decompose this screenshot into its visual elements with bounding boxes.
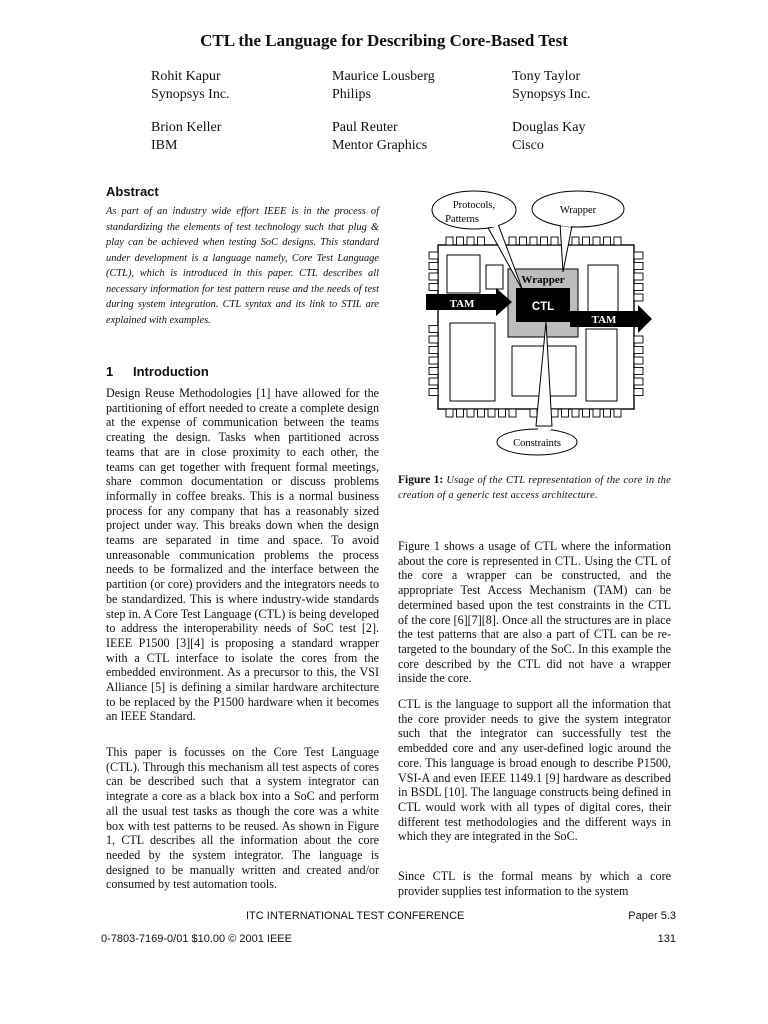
pin (467, 237, 474, 245)
ctl-label: CTL (531, 301, 555, 313)
pin (634, 284, 643, 291)
pin (551, 237, 558, 245)
core-block (447, 255, 480, 293)
author-block (332, 119, 427, 155)
pin (634, 294, 643, 301)
core-block (486, 265, 503, 289)
author-affiliation: Mentor Graphics (332, 138, 428, 153)
author-block (332, 68, 435, 104)
wrapper-inner-label: Wrapper (521, 274, 565, 286)
pin (593, 409, 600, 417)
author-block (512, 68, 591, 104)
pin (467, 409, 474, 417)
footer-isbn: 0-7803-7169-0/01 $10.00 © 2001 IEEE (101, 933, 292, 945)
pin (562, 409, 569, 417)
body-paragraph: CTL is the language to support all the information that the core provider needs to give the system integrator such that the integrator can successfully test the embedded core and any user-defined logic around the core. This language is broad enough to describe P1500, VSI-A and even IEEE 1149.1 [9] hardware as described in BSDL [10]. The language constructs being defined in CTL would work with all types of digital cores, their different test methodologies and the different ways in which they are integrated in the SoC. (398, 697, 671, 844)
pin (541, 237, 548, 245)
pin (446, 409, 453, 417)
pin (634, 336, 643, 343)
author-name: Tony Taylor (512, 69, 581, 84)
abstract-heading: Abstract (106, 184, 159, 199)
pin (478, 237, 485, 245)
caption-label: Figure 1: (398, 474, 444, 486)
core-block (586, 329, 617, 401)
callout-constraints-text: Constraints (513, 438, 561, 449)
intro-paragraph: Design Reuse Methodologies [1] have allowed for the partitioning of effort needed to create a complete design at the expense of communication between the teams creating the design. Tasks when partitioned across teams that are in close proximity to each other, the teams can get together with frequent formal meetings, share common documentation or discuss problems informally in coffee breaks. This is a normal business process for any company that has a reasonably sized project under way. This breaks down when the design teams are separated in time and space. To avoid unreasonable communication problems the process needs to be formalized and the interface between the partition (or core) providers and the integrators needs to be standardized. This is where industry-wide standards step in. A Core Test Language (CTL) is being developed to address the interoperability needs of SoC test [2]. IEEE P1500 [3][4] is proposing a standard wrapper with a CTL interface to isolate the cores from the embedded environment. As a precursor to this, the VSI Alliance [5] is defining a similar hardware architecture to be replaced by the P1500 hardware when it becomes an IEEE Standard. (106, 386, 379, 724)
core-block (588, 265, 618, 312)
pin (429, 378, 438, 385)
pin (634, 389, 643, 396)
pin (520, 237, 527, 245)
pin (457, 409, 464, 417)
pin (509, 237, 516, 245)
author-affiliation: Cisco (512, 138, 544, 153)
author-name: Maurice Lousberg (332, 69, 435, 84)
pin (572, 409, 579, 417)
author-affiliation: IBM (151, 138, 178, 153)
callout-patterns-text: Patterns (445, 214, 479, 225)
intro-paragraph: This paper is focusses on the Core Test Language (CTL). Through this mechanism all test aspects of cores can be described such that a system integrator can integrate a core as a black box into a SoC and perform all the usual test tasks as though the core was a white box with test patterns to be reused. As shown in Figure 1, CTL describes all the information about the core needed by the system integrator. The language is designed to be manually written and created and/or consumed by test automation tools. (106, 745, 379, 892)
pin (429, 326, 438, 333)
abstract-text: As part of an industry wide effort IEEE is in the process of standardizing the elements of test technology such that plug & play can be achieved when testing SoC designs. This standard under development is a language namely, Core Test Language (CTL), which is introduced in this paper. CTL describes all necessary information for test pattern reuse and the needs of test during system integration. CTL syntax and its link to STIL are explained with examples. (106, 206, 379, 326)
pin-row-top (446, 237, 621, 245)
pin (572, 237, 579, 245)
footer-page-number: 131 (657, 933, 676, 945)
pin (429, 336, 438, 343)
pin (604, 409, 611, 417)
footer-conference: ITC INTERNATIONAL TEST CONFERENCE (246, 910, 465, 922)
pin (634, 252, 643, 259)
tam-in-label: TAM (449, 298, 475, 310)
author-block (151, 119, 221, 155)
pin (429, 273, 438, 280)
pin (583, 409, 590, 417)
pin (604, 237, 611, 245)
body-paragraph: Since CTL is the formal means by which a core provider supplies test information to the system (398, 869, 671, 898)
pin (530, 237, 537, 245)
body-paragraph: Figure 1 shows a usage of CTL where the information about the core is represented in CTL. Using the CTL of the core a wrapper can be constructed, and the appropriate Test Access Mechanism (TAM) can be determined based upon the test constraints in the CTL of the core [6][7][8]. Once all the structures are in place the test patterns that are also a part of CTL can be re-targeted to the boundary of the SoC. In this example the core described by the CTL did not have a wrapper inside the core. (398, 539, 671, 686)
pin (530, 409, 537, 417)
pin (446, 237, 453, 245)
pin (429, 284, 438, 291)
pin (488, 409, 495, 417)
author-name: Rohit Kapur (151, 69, 221, 84)
caption-text: Usage of the CTL representation of the core in the creation of a generic test access architecture. (398, 475, 671, 501)
pin (583, 237, 590, 245)
section-heading (106, 364, 209, 379)
pin (429, 389, 438, 396)
section-number: 1 (106, 364, 114, 379)
author-name: Douglas Kay (512, 120, 586, 135)
figure-ctl-architecture (420, 188, 660, 456)
pin (429, 368, 438, 375)
pin-column-left (429, 252, 438, 396)
pin (634, 263, 643, 270)
pin (509, 409, 516, 417)
figure-caption (398, 473, 671, 503)
tam-out-label: TAM (591, 314, 617, 326)
pin (593, 237, 600, 245)
pin (429, 347, 438, 354)
callout-protocols-text: Protocols, (452, 200, 496, 211)
pin (634, 357, 643, 364)
author-block (512, 119, 586, 155)
pin (457, 237, 464, 245)
author-block (151, 68, 230, 104)
author-affiliation: Philips (332, 87, 371, 102)
pin (478, 409, 485, 417)
pin (634, 378, 643, 385)
author-name: Brion Keller (151, 120, 222, 135)
pin (551, 409, 558, 417)
pin (429, 263, 438, 270)
pin (614, 409, 621, 417)
pin (614, 237, 621, 245)
pin (634, 347, 643, 354)
core-block (450, 323, 495, 401)
author-affiliation: Synopsys Inc. (151, 87, 230, 102)
author-name: Paul Reuter (332, 120, 398, 135)
callout-wrapper-text: Wrapper (559, 205, 597, 216)
pin (499, 409, 506, 417)
pin-row-bottom (446, 409, 621, 417)
pin (429, 357, 438, 364)
author-affiliation: Synopsys Inc. (512, 87, 591, 102)
pin (429, 252, 438, 259)
paper-title: CTL the Language for Describing Core-Based Test (200, 31, 568, 50)
pin (634, 273, 643, 280)
section-title: Introduction (133, 364, 209, 379)
footer-paper-number: Paper 5.3 (628, 910, 676, 922)
pin (634, 368, 643, 375)
